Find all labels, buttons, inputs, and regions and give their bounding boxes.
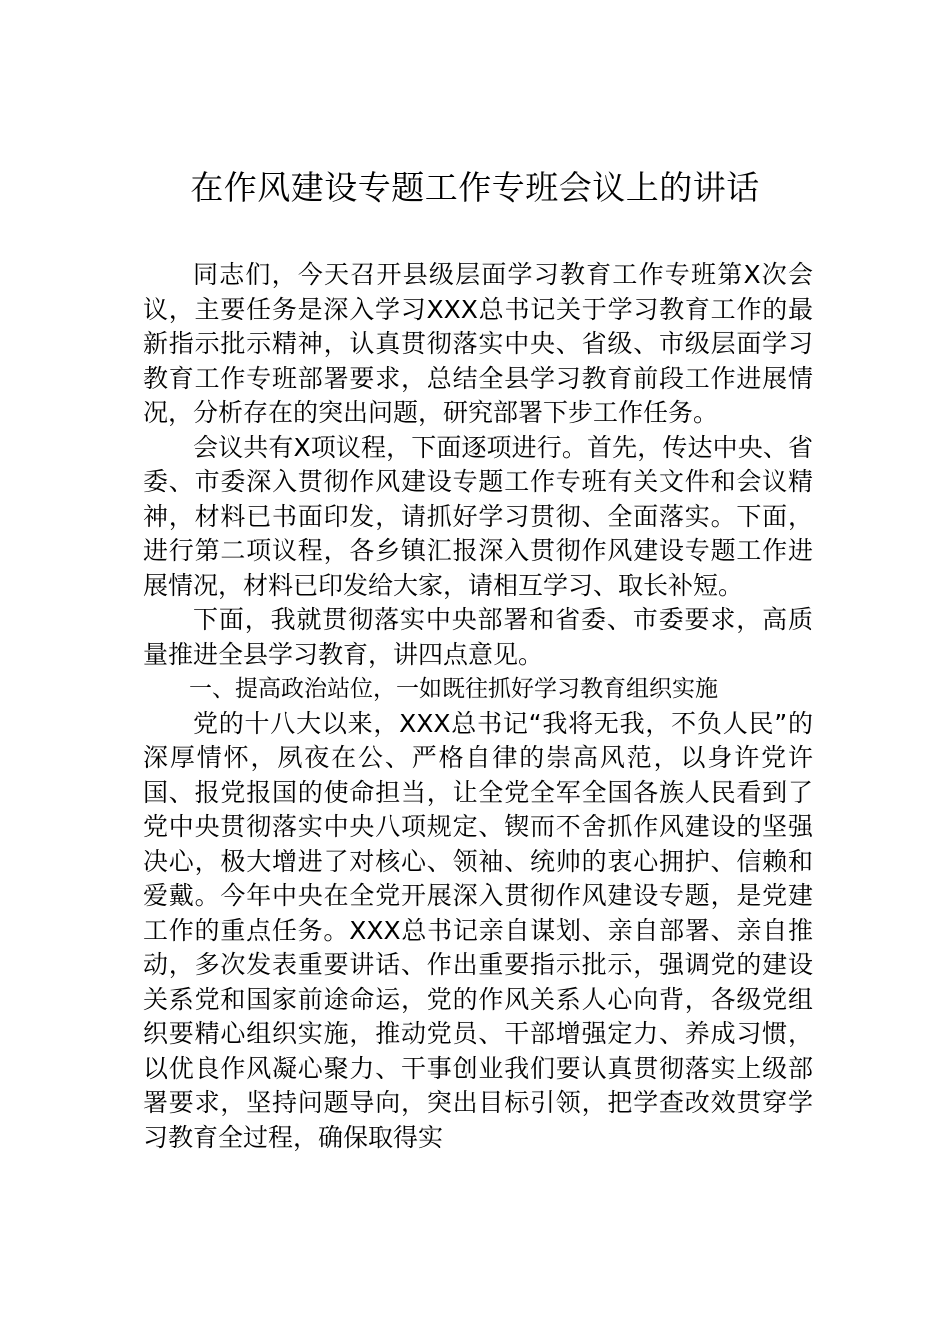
- paragraph-opening: 同志们，今天召开县级层面学习教育工作专班第X次会议，主要任务是深入学习XXX总书记关于学习教育工作的最新指示批示精神，认真贯彻落实中央、省级、市级层面学习教育工作专班部署要求，总结全县学习教育前段工作进展情况，分析存在的突出问题，研究部署下步工作任务。: [143, 260, 813, 427]
- section-heading: 一、提高政治站位，一如既往抓好学习教育组织实施: [189, 676, 718, 702]
- paragraph-section-one: 党的十八大以来，XXX总书记“我将无我，不负人民”的深厚情怀，夙夜在公、严格自律的崇高风范，以身许党许国、报党报国的使命担当，让全党全军全国各族人民看到了党中央贯彻落实中央八项规定、锲而不舍抓作风建设的坚强决心，极大增进了对核心、领袖、统帅的衷心拥护、信赖和爱戴。今年中央在全党开展深入贯彻作风建设专题，是党建工作的重点任务。XXX总书记亲自谋划、亲自部署、亲自推动，多次发表重要讲话、作出重要指示批示，强调党的建设关系党和国家前途命运，党的作风关系人心向背，各级党组织要精心组织实施，推动党员、干部增强定力、养成习惯，以优良作风凝心聚力、干事创业我们要认真贯彻落实上级部署要求，坚持问题导向，突出目标引领，把学查改效贯穿学习教育全过程，确保取得实: [143, 708, 813, 1152]
- paragraph-agenda: 会议共有X项议程，下面逐项进行。首先，传达中央、省委、市委深入贯彻作风建设专题工作专班有关文件和会议精神，材料已书面印发，请抓好学习贯彻、全面落实。下面，进行第二项议程，各乡镇汇报深入贯彻作风建设专题工作进展情况，材料已印发给大家，请相互学习、取长补短。: [143, 432, 813, 600]
- document-body: [143, 258, 813, 1155]
- document-title: 在作风建设专题工作专班会议上的讲话: [190, 168, 760, 207]
- paragraph-transition: 下面，我就贯彻落实中央部署和省委、市委要求，高质量推进全县学习教育，讲四点意见。: [143, 605, 813, 669]
